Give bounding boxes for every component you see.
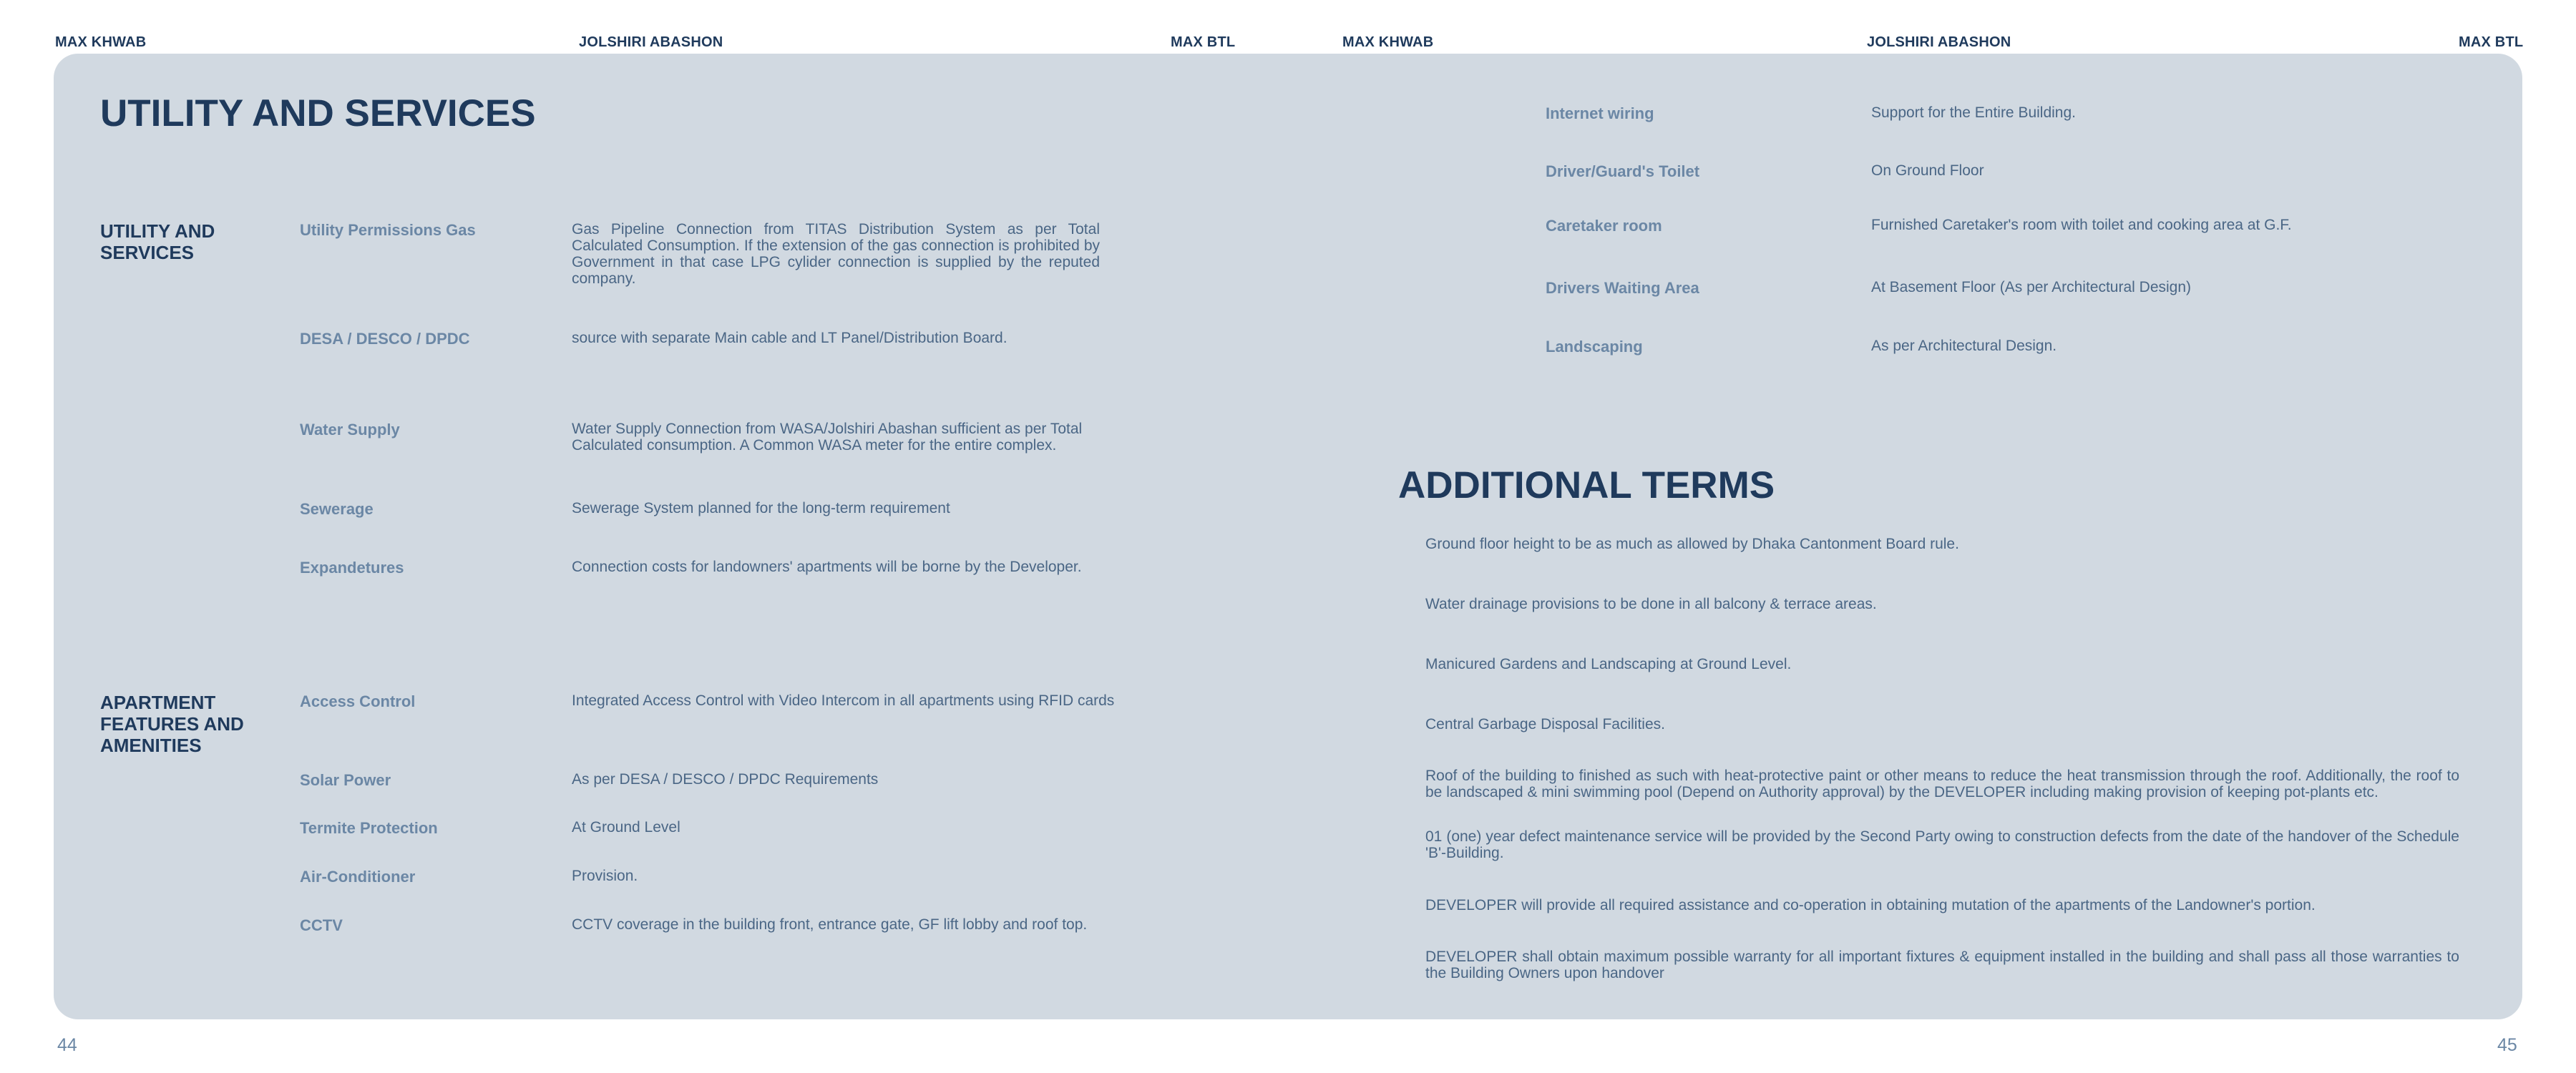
header-left-brand: MAX KHWAB	[55, 34, 147, 50]
item-label-termite: Termite Protection	[300, 819, 438, 837]
item-label-water: Water Supply	[300, 421, 400, 438]
term-item: Manicured Gardens and Landscaping at Ground Level.	[1425, 656, 1792, 672]
term-item: Central Garbage Disposal Facilities.	[1425, 716, 1665, 733]
item-label-cctv: CCTV	[300, 916, 343, 934]
item-desc-solar: As per DESA / DESCO / DPDC Requirements	[572, 771, 879, 788]
header-right-brand: MAX KHWAB	[1342, 34, 1434, 50]
header-right-project: JOLSHIRI ABASHON	[1867, 34, 2011, 50]
page-number-right: 45	[2497, 1035, 2517, 1055]
section-title-additional-terms: ADDITIONAL TERMS	[1398, 464, 1775, 506]
item-label-sewerage: Sewerage	[300, 500, 374, 518]
item-label-solar: Solar Power	[300, 771, 391, 789]
item-desc-expenditures: Connection costs for landowners' apartments will be borne by the Developer.	[572, 559, 1082, 575]
item-desc-sewerage: Sewerage System planned for the long-term requirement	[572, 500, 950, 516]
item-desc-desa: source with separate Main cable and LT Panel/Distribution Board.	[572, 330, 1008, 346]
item-desc-caretaker-room: Furnished Caretaker's room with toilet and cooking area at G.F.	[1871, 217, 2292, 233]
item-desc-internet-wiring: Support for the Entire Building.	[1871, 104, 2077, 121]
term-item: Ground floor height to be as much as allowed by Dhaka Cantonment Board rule.	[1425, 536, 1959, 552]
item-label-caretaker-room: Caretaker room	[1546, 217, 1662, 235]
section-heading-apartment-features: APARTMENT FEATURES AND AMENITIES	[100, 692, 244, 756]
term-item: Roof of the building to finished as such with heat-protective paint or other means to reduce the heat transmission through the roof. Additionally, the roof to be landscaped & mini swimming pool (Depend on Authority approval) by the DEVELOPER including making provision of keeping pot-plants etc.	[1425, 768, 2459, 800]
item-desc-water: Water Supply Connection from WASA/Jolshiri Abashan sufficient as per Total Calculated consumption. A Common WASA meter for the entire complex.	[572, 421, 1083, 454]
term-item: 01 (one) year defect maintenance service will be provided by the Second Party owing to construction defects from the date of the handover of the Schedule 'B'-Building.	[1425, 828, 2459, 861]
item-label-access-control: Access Control	[300, 692, 416, 710]
header-left-project: JOLSHIRI ABASHON	[579, 34, 723, 50]
term-item: DEVELOPER shall obtain maximum possible warranty for all important fixtures & equipment installed in the building and shall pass all those warranties to the Building Owners upon handover	[1425, 949, 2459, 981]
item-desc-driver-toilet: On Ground Floor	[1871, 162, 1984, 179]
term-item: DEVELOPER will provide all required assistance and co-operation in obtaining mutation of the apartments of the Landowner's portion.	[1425, 897, 2316, 913]
header-left-right-tag: MAX BTL	[1171, 34, 1236, 50]
item-desc-landscaping: As per Architectural Design.	[1871, 338, 2057, 354]
item-desc-air-conditioner: Provision.	[572, 868, 638, 884]
header-right-right-tag: MAX BTL	[2459, 34, 2524, 50]
item-desc-termite: At Ground Level	[572, 819, 680, 836]
page-title-utility-services: UTILITY AND SERVICES	[100, 92, 536, 134]
item-desc-drivers-waiting: At Basement Floor (As per Architectural Design)	[1871, 279, 2192, 295]
item-label-air-conditioner: Air-Conditioner	[300, 868, 416, 886]
section-heading-utility: UTILITY AND SERVICES	[100, 220, 215, 263]
item-label-driver-toilet: Driver/Guard's Toilet	[1546, 162, 1700, 180]
item-label-expenditures: Expandetures	[300, 559, 404, 577]
item-label-drivers-waiting: Drivers Waiting Area	[1546, 279, 1699, 297]
item-label-desa: DESA / DESCO / DPDC	[300, 330, 470, 348]
item-desc-gas: Gas Pipeline Connection from TITAS Distribution System as per Total Calculated Consumption. If the extension of the gas connection is prohibited by Government in that case LPG cylider connection is supplied by the reputed company.	[572, 221, 1100, 287]
item-label-gas: Utility Permissions Gas	[300, 221, 476, 239]
item-label-landscaping: Landscaping	[1546, 338, 1643, 356]
term-item: Water drainage provisions to be done in all balcony & terrace areas.	[1425, 596, 1877, 612]
item-desc-cctv: CCTV coverage in the building front, entrance gate, GF lift lobby and roof top.	[572, 916, 1088, 933]
item-label-internet-wiring: Internet wiring	[1546, 104, 1654, 122]
item-desc-access-control: Integrated Access Control with Video Intercom in all apartments using RFID cards	[572, 692, 1115, 709]
page-number-left: 44	[57, 1035, 77, 1055]
